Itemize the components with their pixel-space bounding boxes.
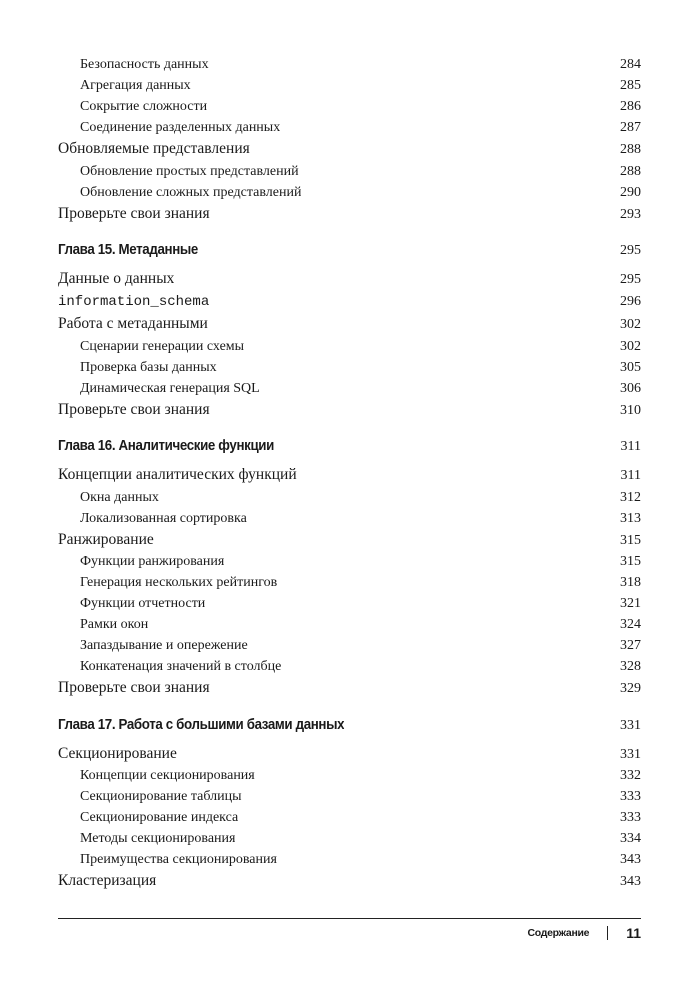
toc-subsection <box>58 357 641 378</box>
toc-entry-title: information_schema <box>58 293 210 310</box>
toc-entry-page: 315 <box>620 532 641 548</box>
toc-entry-title: Конкатенация значений в столбце <box>80 659 282 674</box>
toc-entry-title: Концепции аналитических функций <box>58 466 297 483</box>
toc-entry-title: Глава 15. Метаданные <box>58 242 198 258</box>
toc-entry-page: 333 <box>620 789 641 804</box>
toc-subsection <box>58 336 641 357</box>
toc-entry-page: 295 <box>620 243 641 258</box>
toc-section <box>58 138 641 161</box>
toc-subsection <box>58 614 641 635</box>
toc-subsection <box>58 828 641 849</box>
toc-subsection <box>58 656 641 677</box>
toc-entry-page: 284 <box>620 57 641 72</box>
toc-subsection <box>58 593 641 614</box>
toc-entry-page: 331 <box>620 746 641 762</box>
toc-entry-page: 310 <box>620 402 641 418</box>
toc-entry-page: 334 <box>620 831 641 846</box>
toc-entry-title: Локализованная сортировка <box>80 510 247 526</box>
toc-subsection <box>58 849 641 870</box>
page-footer <box>58 918 641 941</box>
toc-entry-title: Глава 16. Аналитические функции <box>58 438 274 454</box>
toc-entry-title: Сценарии генерации схемы <box>80 338 245 354</box>
toc-entry-page: 329 <box>620 681 641 696</box>
toc-entry-title: Обновляемые представления <box>58 140 250 157</box>
toc-entry-page: 306 <box>620 380 641 396</box>
toc-subsection <box>58 765 641 786</box>
toc-entry-page: 315 <box>620 554 641 569</box>
toc-chapter-heading <box>58 712 641 739</box>
toc-entry-title: Глава 17. Работа с большими базами данных <box>58 716 345 733</box>
toc-subsection <box>58 635 641 656</box>
toc-entry-page: 332 <box>620 768 641 783</box>
toc-entry-page: 311 <box>620 468 641 483</box>
footer-divider <box>607 926 608 940</box>
toc-entry-title: Кластеризация <box>58 872 157 889</box>
toc-entry-page: 333 <box>620 810 641 825</box>
toc-entry-page: 328 <box>620 659 641 674</box>
toc-entry-page: 313 <box>620 510 641 526</box>
toc-entry-title: Сокрытие сложности <box>80 99 208 114</box>
toc-entry-title: Соединение разделенных данных <box>80 120 281 135</box>
toc-entry-page: 324 <box>620 617 641 632</box>
toc-entry-title: Секционирование индекса <box>80 810 239 825</box>
toc-section <box>58 677 641 700</box>
toc-subsection <box>58 572 641 593</box>
toc-entry-page: 327 <box>620 638 641 653</box>
toc-entry-title: Проверьте свои знания <box>58 400 210 418</box>
toc-entry-page: 318 <box>620 575 641 590</box>
toc-entry-title: Методы секционирования <box>80 831 236 846</box>
toc-entry-title: Данные о данных <box>58 270 175 287</box>
toc-subsection <box>58 551 641 572</box>
toc-subsection <box>58 786 641 807</box>
toc-entry-page: 295 <box>620 272 641 287</box>
page-number: 11 <box>626 925 641 941</box>
table-of-contents <box>58 54 641 893</box>
toc-entry-title: Безопасность данных <box>80 57 209 72</box>
toc-subsection <box>58 96 641 117</box>
toc-entry-title: Проверка базы данных <box>80 359 217 375</box>
toc-entry-title: Генерация нескольких рейтингов <box>80 575 278 590</box>
toc-subsection <box>58 378 641 399</box>
toc-entry-title: Концепции секционирования <box>80 768 255 783</box>
toc-section <box>58 464 641 487</box>
toc-entry-title: Секционирование <box>58 744 177 762</box>
toc-chapter-heading <box>58 237 641 264</box>
toc-entry-page: 296 <box>620 293 641 309</box>
toc-entry-page: 312 <box>620 489 641 505</box>
toc-section <box>58 291 641 314</box>
toc-entry-title: Функции ранжирования <box>80 554 225 569</box>
toc-entry-title: Окна данных <box>80 489 159 505</box>
toc-section <box>58 529 641 552</box>
toc-subsection <box>58 161 641 182</box>
toc-entry-page: 302 <box>620 338 641 354</box>
toc-entry-page: 286 <box>620 99 641 114</box>
toc-section <box>58 743 641 766</box>
toc-subsection <box>58 487 641 508</box>
toc-entry-page: 293 <box>620 206 641 222</box>
toc-section <box>58 203 641 226</box>
toc-subsection <box>58 508 641 529</box>
toc-subsection <box>58 807 641 828</box>
toc-entry-title: Динамическая генерация SQL <box>80 380 260 396</box>
toc-entry-title: Работа с метаданными <box>58 315 208 332</box>
toc-entry-page: 321 <box>620 596 641 611</box>
toc-subsection <box>58 182 641 203</box>
toc-section <box>58 399 641 422</box>
toc-entry-page: 288 <box>620 142 641 157</box>
toc-chapter-heading <box>58 433 641 460</box>
toc-entry-title: Проверьте свои знания <box>58 679 210 696</box>
toc-entry-page: 287 <box>620 120 641 135</box>
toc-subsection <box>58 117 641 138</box>
footer-section-label: Содержание <box>527 927 590 939</box>
toc-entry-title: Рамки окон <box>80 617 149 632</box>
toc-section <box>58 268 641 291</box>
toc-entry-page: 311 <box>620 439 641 454</box>
toc-section <box>58 313 641 336</box>
toc-entry-title: Обновление простых представлений <box>80 163 299 179</box>
toc-subsection <box>58 75 641 96</box>
toc-entry-title: Ранжирование <box>58 530 154 548</box>
toc-entry-title: Запаздывание и опережение <box>80 638 248 653</box>
toc-entry-title: Проверьте свои знания <box>58 204 210 222</box>
toc-entry-page: 285 <box>620 78 641 93</box>
toc-entry-title: Агрегация данных <box>80 78 191 93</box>
toc-entry-title: Секционирование таблицы <box>80 789 242 804</box>
toc-entry-page: 305 <box>620 359 641 375</box>
toc-entry-page: 343 <box>620 874 641 889</box>
toc-entry-title: Функции отчетности <box>80 596 206 611</box>
toc-entry-page: 290 <box>620 184 641 200</box>
toc-entry-page: 343 <box>620 852 641 867</box>
toc-entry-page: 331 <box>620 717 641 733</box>
toc-entry-page: 288 <box>620 163 641 179</box>
toc-entry-title: Преимущества секционирования <box>80 852 277 867</box>
toc-section <box>58 870 641 893</box>
toc-entry-title: Обновление сложных представлений <box>80 184 302 200</box>
toc-subsection <box>58 54 641 75</box>
toc-entry-page: 302 <box>620 317 641 332</box>
